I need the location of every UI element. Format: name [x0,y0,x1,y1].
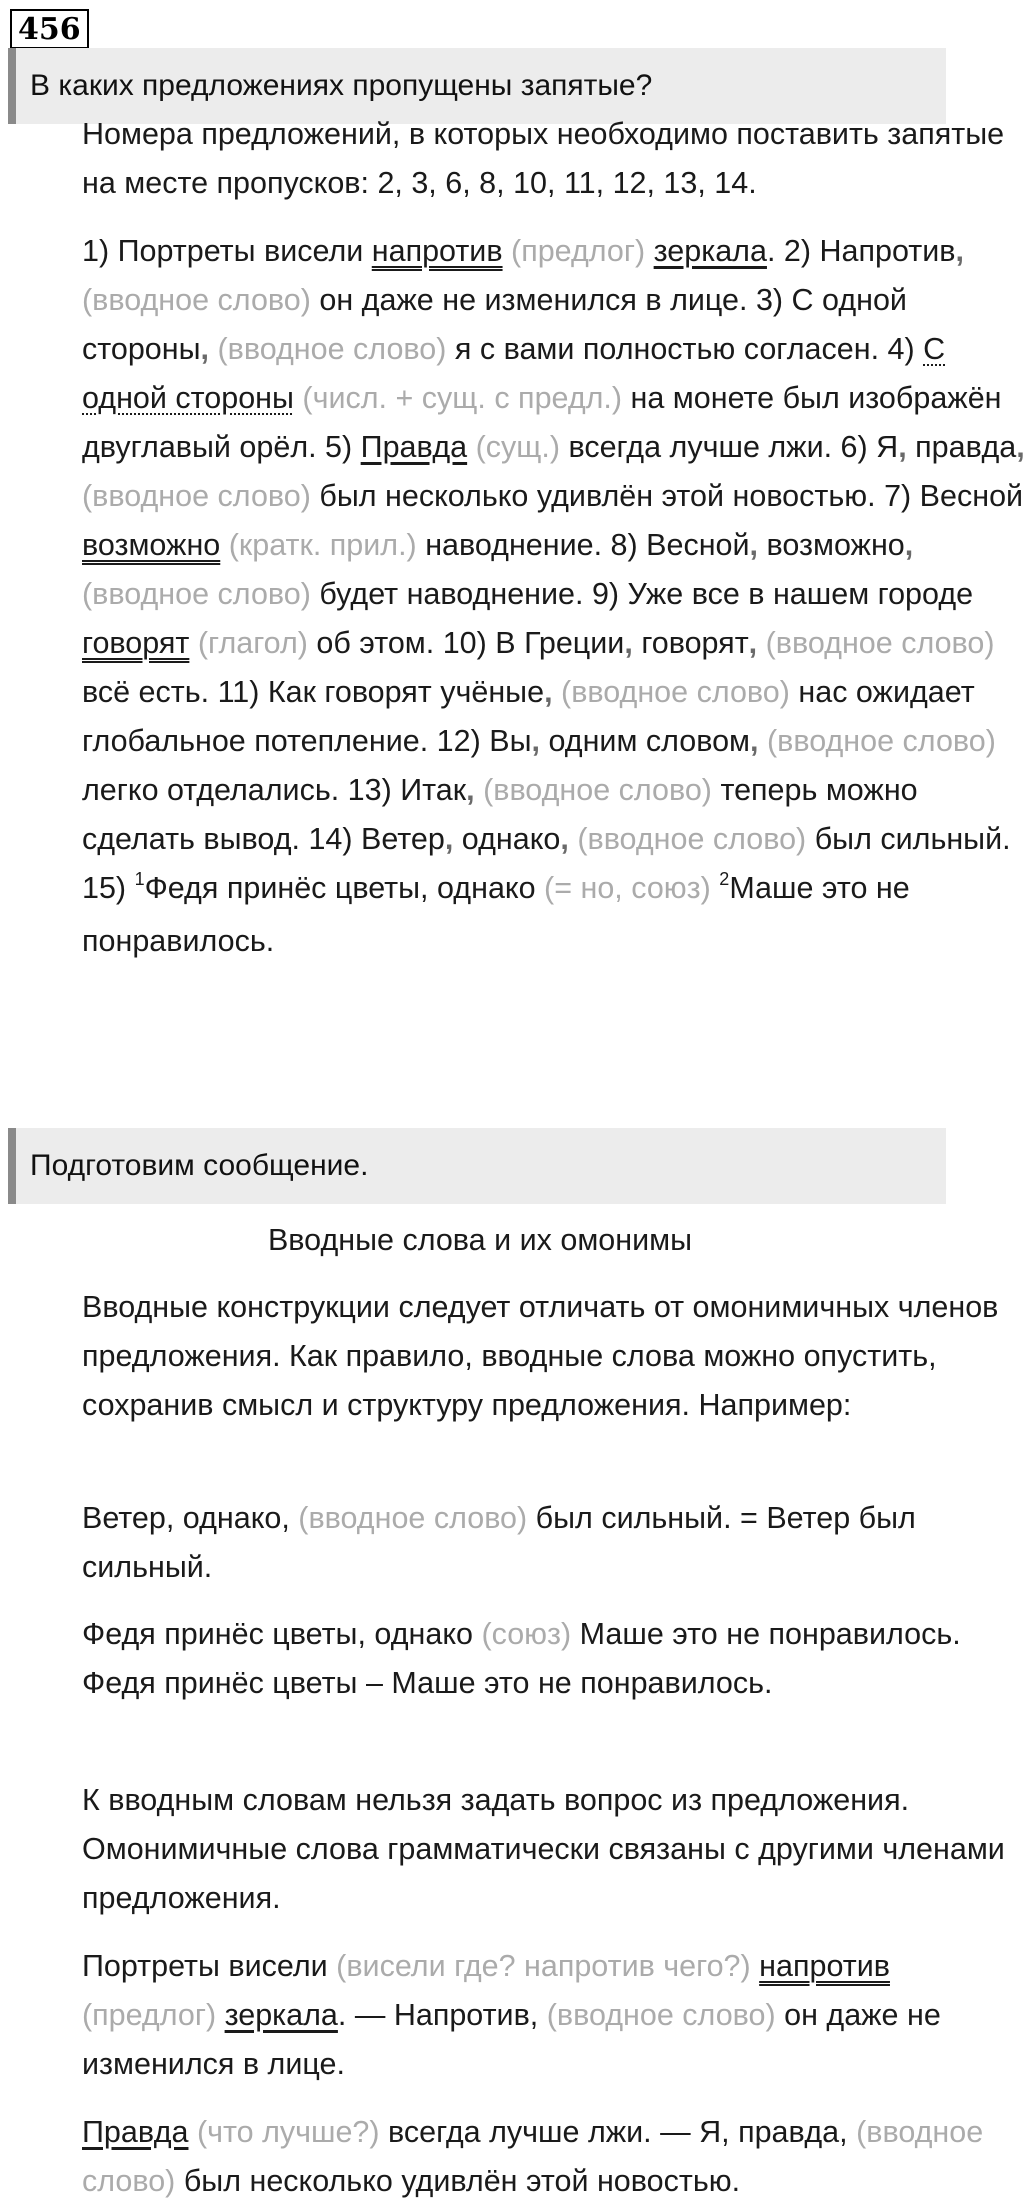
paragraph-text: Портреты висели [82,1949,337,1983]
sentence-text-double-underline: говорят [82,626,190,660]
sentence-text-dotted-underline: С одной стороны [82,332,946,415]
answer-intro: Номера предложений, в которых необходимо поставить запятые на месте пропусков: 2, 3, 6, 8, 10, 11, 12, 13, 14. [82,117,1005,200]
inserted-comma: , [466,773,475,807]
paragraph-text: Маше это не понравилось. Федя принёс цветы – Маше это не понравилось. [82,1617,961,1700]
grammar-note: (вводное слово) [82,2115,984,2198]
sentence-text [553,675,561,709]
paragraph-text: был несколько удивлён этой новостью. [175,2164,741,2198]
report-title: Вводные слова и их омонимы [267,1223,693,1257]
sentence-text: нас ожидает глобальное потепление. 12) Вы [82,675,975,758]
grammar-note: (вводное слово) [217,332,447,366]
sentence-text [220,528,228,562]
report-paragraph-5 [8,1942,1026,2089]
grammar-note: (вводное слово) [298,1501,528,1535]
report-paragraph-2 [8,1494,1026,1592]
sentence-text: возможно [758,528,905,562]
grammar-note: (что лучше?) [196,2115,380,2149]
inserted-comma: , [749,528,759,562]
sentence-text: всегда лучше лжи. 6) Я [560,430,899,464]
inserted-comma: , [904,528,914,562]
sentence-text: 1) Портреты висели [82,234,372,268]
sentence-text [189,626,197,660]
paragraph-text [188,2115,196,2149]
section-header-bar: Подготовим сообщение. [8,1128,946,1204]
grammar-note: (глагол) [197,626,308,660]
sentence-text: об этом. 10) В Греции [307,626,625,660]
paragraph-text-double-underline: напротив [759,1949,890,1983]
sentence-text-underline: зеркала [653,234,767,268]
sentence-text: правда [906,430,1017,464]
paragraph-text-underline: зеркала [224,1998,338,2032]
inserted-comma: , [531,724,540,758]
paragraph-text [751,1949,759,1983]
inserted-comma: , [955,234,964,268]
sentence-text: однако [453,822,561,856]
sentence-text: был сильный. 15) [82,822,1011,905]
sentence-text [467,430,475,464]
grammar-note: (предлог) [511,234,646,268]
sentence-text [645,234,653,268]
report-paragraph-6 [8,2108,1026,2206]
grammar-note: (числ. + сущ. с предл.) [302,381,623,415]
paragraph-text: он даже не изменился в лице. [82,1998,941,2081]
report-paragraph-1: Вводные конструкции следует отличать от омонимичных членов предложения. Как правило, вводные слова можно опустить, сохранив смысл и структуру предложения. Например: [82,1290,999,1422]
sentence-text: он даже не изменился в лице. 3) С одной стороны [82,283,907,366]
inserted-comma: , [898,430,907,464]
inserted-comma: , [544,675,553,709]
sentence-text: будет наводнение. 9) Уже все в нашем городе [310,577,974,611]
sentence-text: одним словом [540,724,751,758]
sentence-text [757,626,765,660]
sentences-paragraph [8,227,1026,966]
paragraph-text [216,1998,224,2032]
sentence-text: Федя принёс цветы, однако [144,871,545,905]
sentence-text-underline: Правда [360,430,468,464]
paragraph-text: Ветер, однако, [82,1501,299,1535]
grammar-note: (вводное слово) [561,675,790,709]
task-number: 456 [10,9,89,49]
grammar-note: (вводное слово) [765,626,995,660]
sentence-text: наводнение. 8) Весной [416,528,750,562]
grammar-note: (вводное слово) [767,724,996,758]
sentence-text: говорят [632,626,749,660]
paragraph-text: Федя принёс цветы, однако [82,1617,482,1651]
paragraph-text: . — Напротив, [337,1998,547,2032]
inserted-comma: , [200,332,210,366]
sentence-text: всё есть. 11) Как говорят учёные [82,675,545,709]
inserted-comma: , [750,724,759,758]
paragraph-text: всегда лучше лжи. — Я, правда, [379,2115,857,2149]
grammar-note: (сущ.) [475,430,560,464]
sentence-text: был несколько удивлён этой новостью. 7) Весной [310,479,1024,513]
clause-number-superscript: 1 [134,869,145,889]
sentence-text [759,724,767,758]
paragraph-text-underline: Правда [82,2115,189,2149]
sentence-text: легко отделались. 13) Итак [82,773,467,807]
grammar-note: (вводное слово) [577,822,807,856]
sentence-text-double-underline: напротив [371,234,503,268]
grammar-note: (вводное слово) [82,577,311,611]
sentence-text: на монете был изображён двуглавый орёл. 5) [82,381,1002,464]
sentence-text [475,773,483,807]
sentence-text: я с вами полностью согласен. 4) [446,332,924,366]
grammar-note: (висели где? напротив чего?) [336,1949,751,1983]
sentence-text [209,332,217,366]
grammar-note: (вводное слово) [483,773,712,807]
grammar-note: (вводное слово) [546,1998,776,2032]
grammar-note: (кратк. прил.) [228,528,417,562]
grammar-note: (предлог) [82,1998,217,2032]
inserted-comma: , [748,626,758,660]
inserted-comma: , [560,822,569,856]
grammar-note: (= но, союз) [544,871,711,905]
clause-number-superscript: 2 [719,869,730,889]
sentence-text [503,234,511,268]
sentence-text: . 2) Напротив [766,234,956,268]
grammar-note: (вводное слово) [82,479,311,513]
inserted-comma: , [624,626,633,660]
paragraph-text: был сильный. = Ветер был сильный. [82,1501,916,1584]
inserted-comma: , [444,822,454,856]
sentence-text-double-underline: возможно [82,528,221,562]
sentence-text: теперь можно сделать вывод. 14) Ветер [82,773,918,856]
grammar-note: (союз) [481,1617,572,1651]
report-paragraph-4: К вводным словам нельзя задать вопрос из предложения. Омонимичные слова грамматически связаны с другими членами предложения. [82,1783,1005,1915]
report-paragraph-3 [8,1610,1026,1708]
inserted-comma: , [1016,430,1025,464]
question-bar: В каких предложениях пропущены запятые? [8,48,946,124]
grammar-note: (вводное слово) [82,283,311,317]
sentence-text: Маше это не понравилось. [82,871,910,958]
